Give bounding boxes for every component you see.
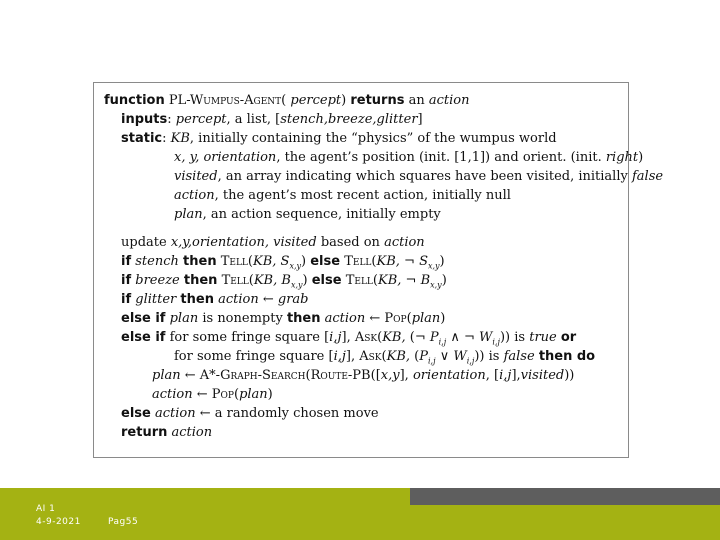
algo-line-13: else if for some fringe square [i,j], Ask(KB, (¬ $P_{i,j}$ ∧ ¬ $W_{i,j}$)) is true or: [121, 330, 577, 347]
algo-line-5: visited, an array indicating which squares have been visited, initially false: [174, 169, 664, 184]
algorithm-figure: [93, 82, 664, 458]
algo-line-2: inputs: percept, a list, [stench,breeze,glitter]: [121, 112, 423, 127]
footer-dark-strip: [410, 488, 720, 505]
footer-page: Pag55: [108, 517, 139, 527]
algo-line-12: else if plan is nonempty then action ← Pop(plan): [121, 311, 446, 326]
algo-line-9: if stench then Tell(KB, $S_{x,y}$) else Tell(KB, ¬ $S_{x,y}$): [121, 254, 445, 271]
algo-line-15: plan ← A*-Graph-Search(Route-PB([x,y], orientation, [i,j],visited)): [152, 368, 575, 383]
algo-line-7: plan, an action sequence, initially empty: [174, 207, 441, 222]
footer-course: AI 1: [36, 504, 56, 514]
algo-line-16: action ← Pop(plan): [152, 387, 273, 402]
algo-line-6: action, the agent’s most recent action, initially null: [174, 188, 511, 203]
algo-line-8: update x,y,orientation, visited based on action: [121, 235, 425, 250]
algo-line-4: x, y, orientation, the agent’s position (init. [1,1]) and orient. (init. right): [174, 150, 644, 165]
algo-line-10: if breeze then Tell(KB, $B_{x,y}$) else Tell(KB, ¬ $B_{x,y}$): [121, 273, 447, 290]
algo-line-17: else action ← a randomly chosen move: [121, 406, 379, 421]
footer-date: 4-9-2021: [36, 517, 81, 527]
algo-line-14: for some fringe square [i,j], Ask(KB, ($P_{i,j}$ ∨ $W_{i,j}$)) is false then do: [174, 349, 596, 366]
algo-line-3: static: KB, initially containing the “physics” of the wumpus world: [121, 131, 557, 146]
algo-line-1: function PL-Wumpus-Agent( percept) returns an action: [104, 93, 470, 108]
algo-line-11: if glitter then action ← grab: [121, 292, 309, 307]
algo-line-18: return action: [121, 425, 213, 440]
